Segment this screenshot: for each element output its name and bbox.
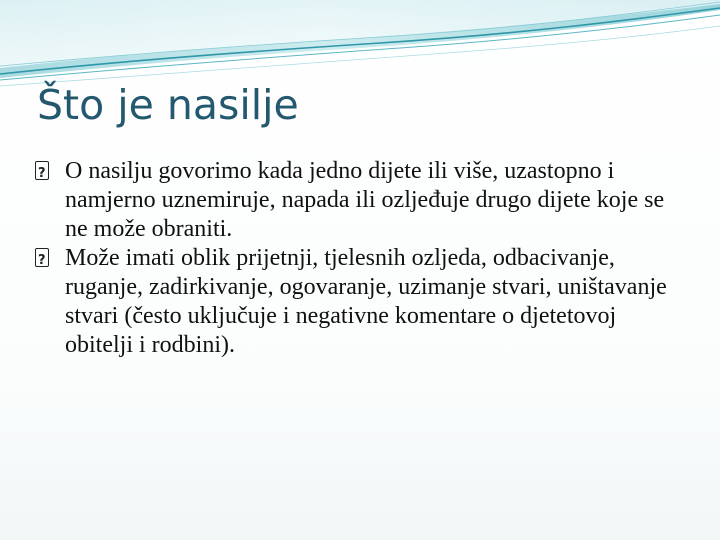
bullet-text: Može imati oblik prijetnji, tjelesnih ozljeda, odbacivanje, ruganje, zadirkivanje, ogovaranje, uzimanje stvari, uništavanje stvari (često uključuje i negativne komentare o djetetovoj obitelji i rodbini). [65,245,667,358]
slide-title: Što je nasilje [37,81,299,129]
missing-glyph-bullet-icon [35,161,49,180]
bullet-item [35,157,685,244]
bullet-item [35,244,685,360]
bullet-text: O nasilju govorimo kada jedno dijete ili više, uzastopno i namjerno uznemiruje, napada ili ozljeđuje drugo dijete koje se ne može obraniti. [65,158,665,242]
missing-glyph-bullet-icon [35,248,49,267]
header-wave-decoration [0,0,720,90]
bullet-list [35,157,685,360]
